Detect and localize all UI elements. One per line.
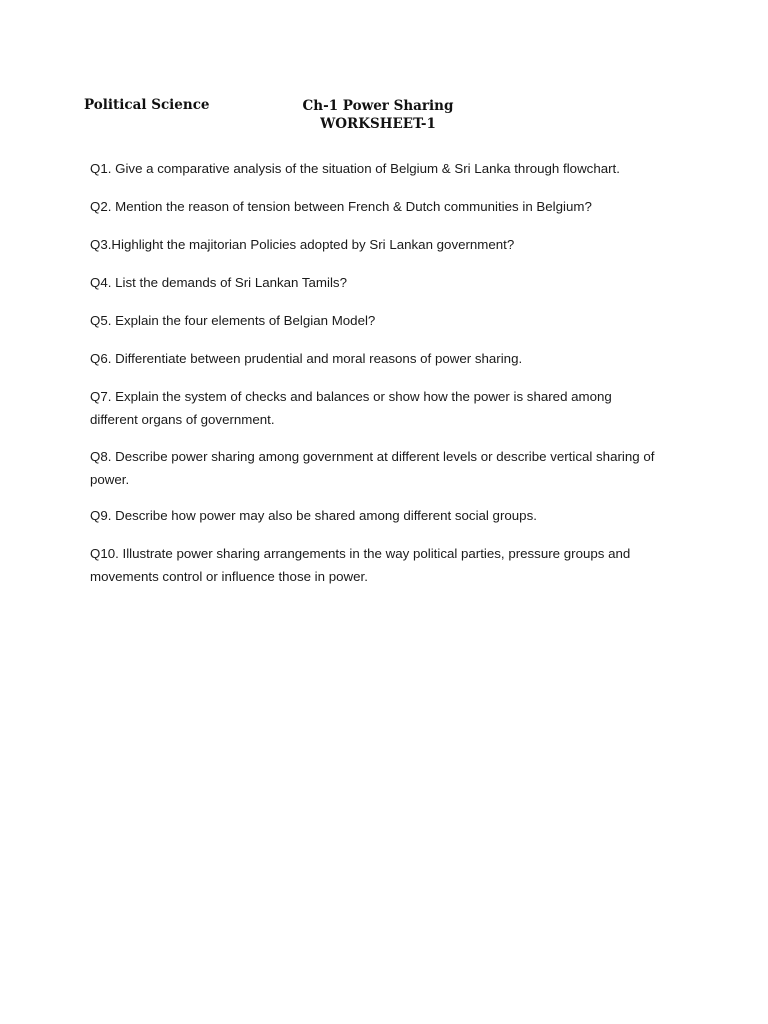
question-2: Q2. Mention the reason of tension between French & Dutch communities in Belgium? bbox=[90, 199, 592, 214]
question-8: Q8. Describe power sharing among government at different levels or describe vertical sharing of power. bbox=[90, 449, 655, 487]
question-6: Q6. Differentiate between prudential and moral reasons of power sharing. bbox=[90, 351, 523, 366]
question-10: Q10. Illustrate power sharing arrangements in the way political parties, pressure groups and movements control or influence those in power. bbox=[90, 546, 631, 584]
question-1: Q1. Give a comparative analysis of the situation of Belgium & Sri Lanka through flowchart. bbox=[90, 161, 620, 176]
question-4: Q4. List the demands of Sri Lankan Tamils? bbox=[90, 275, 347, 290]
worksheet-title: WORKSHEET-1 bbox=[320, 116, 436, 132]
subject-heading: Political Science bbox=[84, 97, 210, 113]
question-7: Q7. Explain the system of checks and balances or show how the power is shared among different organs of government. bbox=[90, 389, 612, 427]
question-5: Q5. Explain the four elements of Belgian Model? bbox=[90, 313, 376, 328]
title-block bbox=[298, 97, 458, 133]
chapter-title: Ch-1 Power Sharing bbox=[302, 98, 454, 114]
question-9: Q9. Describe how power may also be shared among different social groups. bbox=[90, 508, 537, 523]
question-3: Q3.Highlight the majitorian Policies adopted by Sri Lankan government? bbox=[90, 237, 515, 252]
